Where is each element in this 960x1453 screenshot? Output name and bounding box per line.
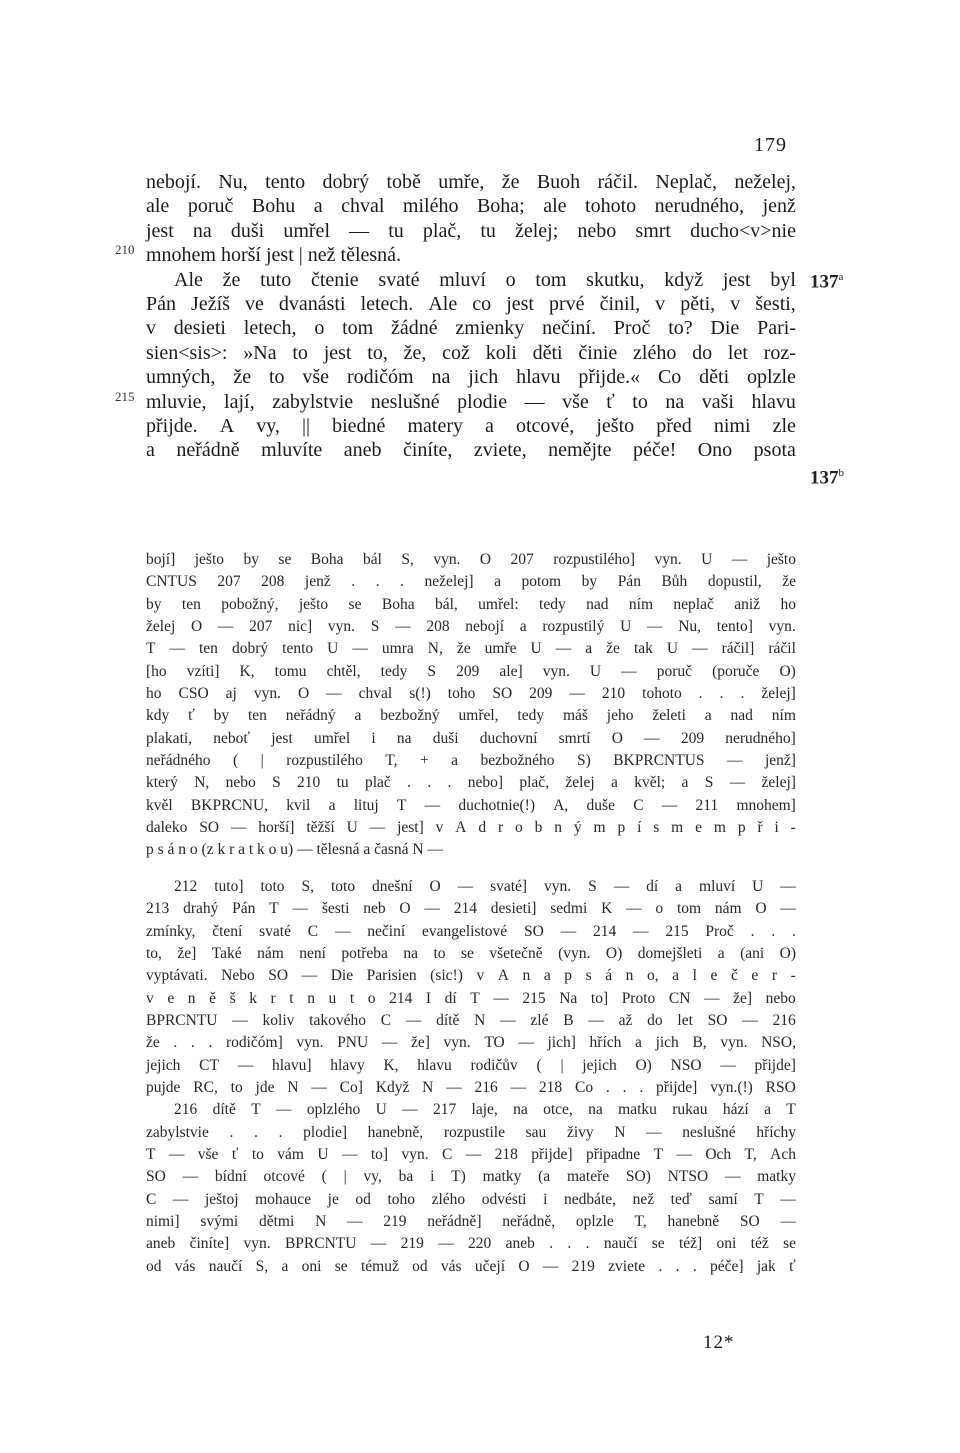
apparatus-block-2 [146, 876, 796, 1278]
main-text [146, 170, 796, 463]
apparatus-line: kdy ť by ten neřádný a bezbožný umřel, tedy máš jeho želeti a nad ním [146, 707, 796, 725]
main-line: v desieti letech, o tom žádné zmienky nečiní. Proč to? Die Pari- [146, 317, 796, 340]
apparatus-line: to, že] Také nám není potřeba na to se všetečně (vyn. O) domejšleti a (ani O) [146, 944, 796, 962]
apparatus-line: p s á n o (z k r a t k o u) — tělesná a časná N — [146, 841, 443, 859]
apparatus-line: BPRCNTU — koliv takového C — dítě N — zlé B — až do let SO — 216 [146, 1011, 796, 1029]
folio-marker-137a [810, 271, 843, 293]
apparatus-line: 213 drahý Pán T — šesti neb O — 214 desieti] sedmi K — o tom nám O — [146, 900, 796, 918]
main-line: a neřádně mluvíte aneb činíte, zviete, nemějte péče! Ono psota [146, 439, 796, 462]
folio-side: a [838, 271, 844, 283]
apparatus-line: který N, nebo S 210 tu plač . . . nebo] plač, želej a kvěl; a S — želej] [146, 774, 796, 792]
apparatus-line: daleko SO — horší] těžší U — jest] v A d r o b n ý m p í s m e m p ř i - [146, 819, 796, 837]
critical-apparatus [146, 549, 796, 1278]
apparatus-line: 212 tuto] toto S, toto dnešní O — svaté] vyn. S — dí a mluví U — [174, 877, 796, 895]
main-line: mluvie, lají, zabylstvie neslušné plodie — vše ť to na vaši hlavu [146, 390, 796, 413]
folio-side: b [838, 467, 844, 479]
folio-number: 137 [810, 271, 839, 293]
folio-marker-137b [810, 467, 844, 489]
apparatus-line: aneb činíte] vyn. BPRCNTU — 219 — 220 aneb . . . naučí se též] oni též se [146, 1235, 796, 1253]
main-line: Ale že tuto čtenie svaté mluví o tom skutku, když jest byl [174, 268, 796, 291]
apparatus-line: by ten pobožný, ješto se Boha bál, umřel: tedy nad ním neplač aniž ho [146, 595, 796, 613]
apparatus-line: nimi] svými dětmi N — 219 neřádně] neřádně, oplzle T, hanebně SO — [146, 1212, 796, 1230]
apparatus-line: kvěl BKPRCNU, kvil a lituj T — duchotnie(!) A, duše C — 211 mnohem] [146, 796, 796, 814]
main-line: mnohem horší jest | než tělesná. [146, 244, 402, 267]
main-line: přijde. A vy, || biedné matery a otcové, ješto před nimi zle [146, 414, 796, 437]
apparatus-line: T — vše ť to vám U — to] vyn. C — 218 přijde] připadne T — Och T, Ach [146, 1145, 796, 1163]
apparatus-block-1 [146, 549, 796, 862]
apparatus-line: ho CSO aj vyn. O — chval s(!) toho SO 209 — 210 tohoto . . . želej] [146, 685, 796, 703]
apparatus-line: plakati, neboť jest umřel i na duši duchovní smrtí O — 209 nerudného] [146, 729, 796, 747]
apparatus-line: C — ještoj mohauce je od toho zlého odvésti i nedbáte, než teď samí T — [146, 1190, 796, 1208]
apparatus-line: T — ten dobrý tento U — umra N, že umře U — a že tak U — ráčil] ráčil [146, 640, 796, 658]
apparatus-line: že . . . rodičóm] vyn. PNU — že] vyn. TO — jich] hřích a jich B, vyn. NSO, [146, 1034, 796, 1052]
apparatus-line: jejich CT — hlavu] hlavy K, hlavu rodičův ( | jejich O) NSO — přijde] [146, 1056, 796, 1074]
apparatus-line: SO — bídní otcové ( | vy, ba i T) matky (a mateře SO) NTSO — matky [146, 1168, 796, 1186]
printer-signature: 12* [703, 1332, 735, 1353]
apparatus-line: vyptávati. Nebo SO — Die Parisien (sic!) v A n a p s á n o, a l e č e r - [146, 967, 796, 985]
main-line: Pán Ježíš ve dvanásti letech. Ale co jest prvé činil, v pěti, v šesti, [146, 292, 796, 315]
main-line: nebojí. Nu, tento dobrý tobě umře, že Buoh ráčil. Neplač, neželej, [146, 171, 796, 193]
apparatus-line: v e n ě š k r t n u t o 214 I dí T — 215 Na to] Proto CN — že] nebo [146, 989, 796, 1007]
main-line: jest na duši umřel — tu plač, tu želej; nebo smrt ducho<v>nie [146, 219, 796, 242]
page-number: 179 [754, 134, 787, 156]
apparatus-line: 216 dítě T — oplzlého U — 217 laje, na otce, na matku rukau hází a T [174, 1101, 796, 1119]
apparatus-line: želej O — 207 nic] vyn. S — 208 nebojí a rozpustilý U — Nu, tento] vyn. [146, 618, 796, 636]
apparatus-line: bojí] ješto by se Boha bál S, vyn. O 207 rozpustilého] vyn. U — ješto [146, 551, 796, 568]
apparatus-line: pujde RC, to jde N — Co] Když N — 216 — 218 Co . . . přijde] vyn.(!) RSO [146, 1078, 796, 1096]
apparatus-line: zabylstvie . . . plodie] hanebně, rozpustile sau živy N — neslušné hříchy [146, 1123, 796, 1141]
apparatus-line: zmínky, čtení svaté C — nečiní evangelistové SO — 214 — 215 Proč . . . [146, 922, 796, 940]
apparatus-line: neřádného ( | rozpustilého T, + a bezbožného S) BKPRCNTUS — jenž] [146, 752, 796, 770]
apparatus-line: od vás naučí S, a oni se témuž od vás učejí O — 219 zviete . . . péče] jak ť [146, 1257, 796, 1275]
apparatus-line: [ho vzíti] K, tomu chtěl, tedy S 209 ale] vyn. U — poruč (poruče O) [146, 662, 796, 680]
main-line: sien<sis>: »Na to jest to, že, což koli děti činie zlého do let roz- [146, 341, 796, 364]
line-number-215: 215 [115, 389, 135, 404]
main-line: umných, že to vše rodičóm na jich hlavu přijde.« Co děti oplzle [146, 366, 796, 389]
apparatus-line: CNTUS 207 208 jenž . . . neželej] a potom by Pán Bůh dopustil, že [146, 573, 796, 591]
main-line: ale poruč Bohu a chval milého Boha; ale tohoto nerudného, jenž [146, 195, 796, 218]
folio-number: 137 [810, 467, 839, 489]
line-number-210: 210 [115, 242, 135, 257]
